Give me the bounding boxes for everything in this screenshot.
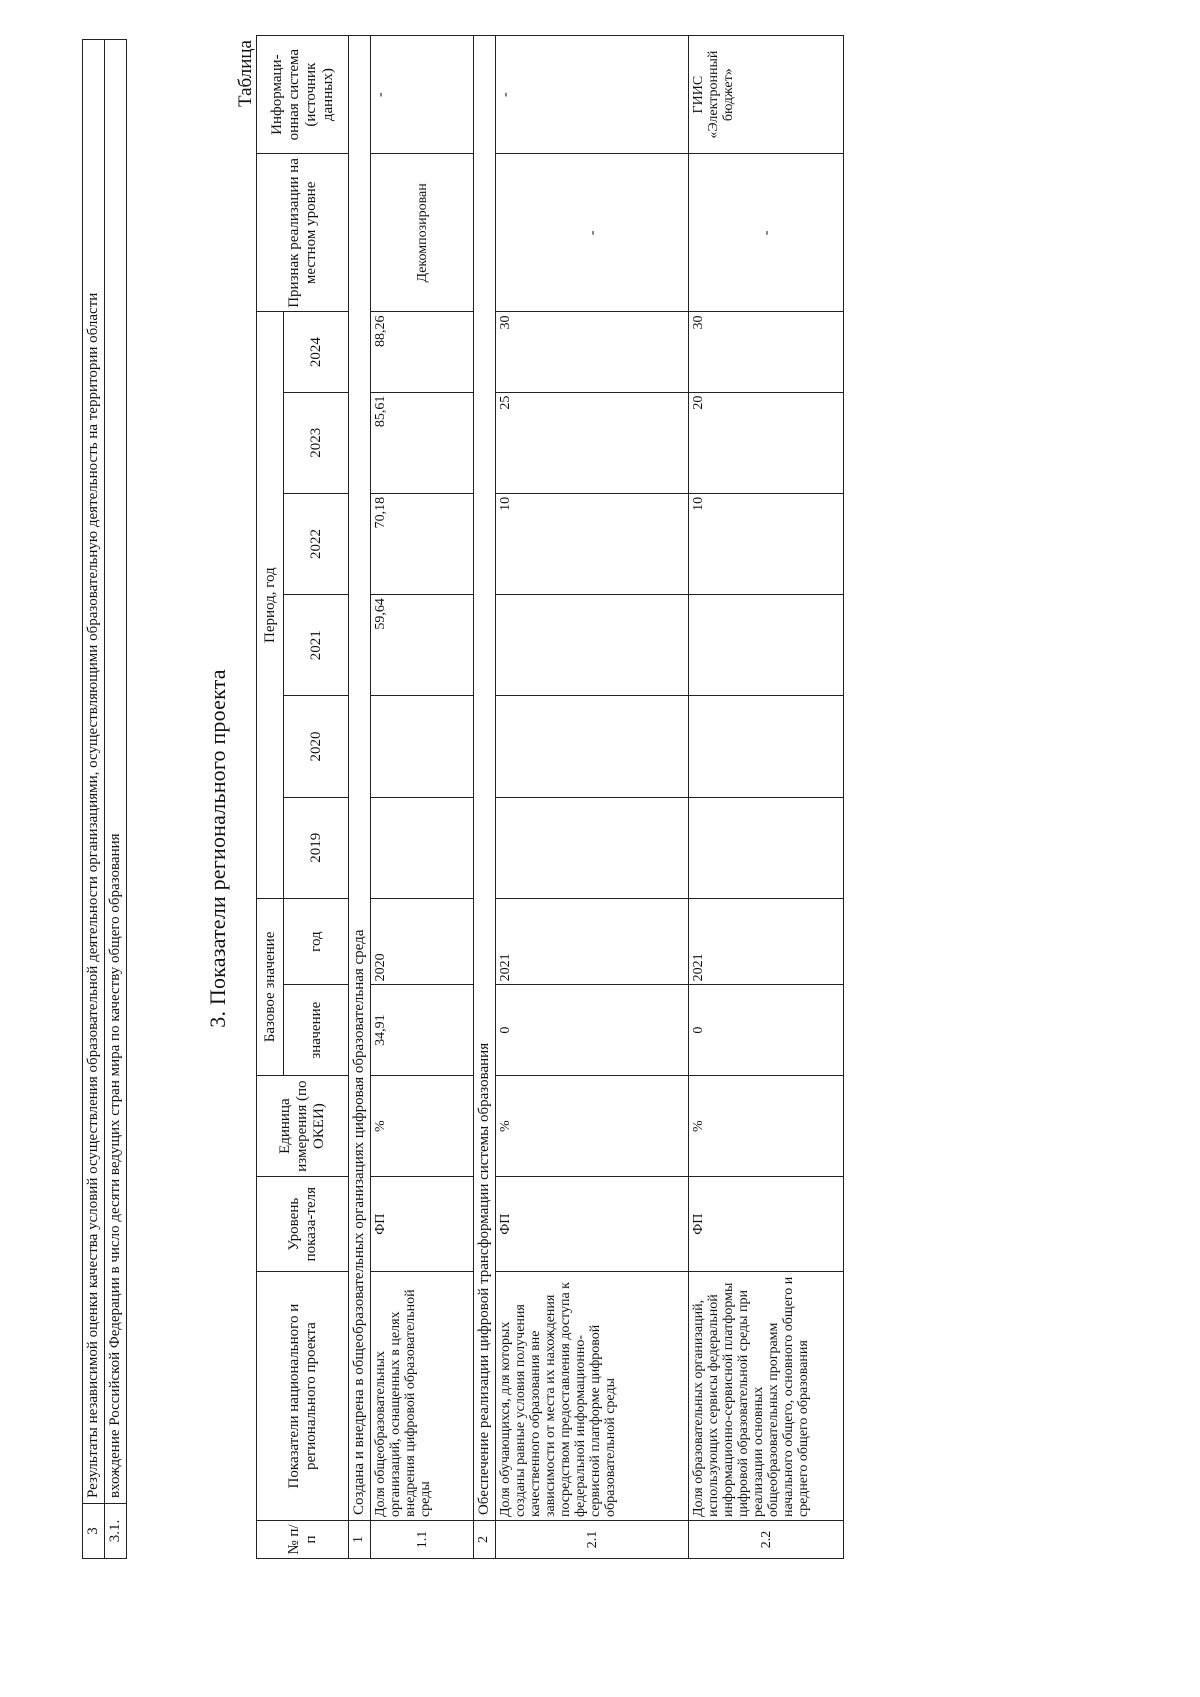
header-year: 2023 <box>284 392 349 493</box>
row-local: - <box>496 154 689 312</box>
row-value: 88,26 <box>371 312 474 392</box>
row-value <box>689 595 844 696</box>
row-value: 20 <box>689 392 844 493</box>
row-value <box>496 797 689 898</box>
row-local: - <box>689 154 844 312</box>
row-level: ФП <box>689 1177 844 1272</box>
header-year: 2019 <box>284 797 349 898</box>
section-title: Обеспечение реализации цифровой трансформации системы образования <box>474 36 496 1521</box>
row-value: 10 <box>689 493 844 594</box>
results-row <box>105 40 127 1559</box>
row-value: 70,18 <box>371 493 474 594</box>
row-number: 1.1 <box>371 1521 474 1559</box>
table-label: Таблица <box>235 40 256 108</box>
row-base-year: 2021 <box>496 898 689 985</box>
row-number: 2.1 <box>496 1521 689 1559</box>
row-value: 85,61 <box>371 392 474 493</box>
row-level: ФП <box>371 1177 474 1272</box>
row-unit: % <box>689 1076 844 1177</box>
row-base-value: 0 <box>496 985 689 1076</box>
row-value <box>496 696 689 797</box>
row-indicator: Доля образовательных организаций, использующих сервисы федеральной информационно-сервисной платформы цифровой образовательной среды при реализации основных общеобразовательных программ начального общего, основного общего и среднего общего образования <box>689 1272 844 1521</box>
results-row-text: вхождение Российской Федерации в число десяти ведущих стран мира по качеству общего образования <box>105 40 127 1504</box>
results-row-number: 3.1. <box>105 1504 127 1559</box>
results-row-number: 3 <box>83 1504 105 1559</box>
header-base-value: значение <box>284 985 349 1076</box>
row-value: 59,64 <box>371 595 474 696</box>
table-row <box>371 36 474 1559</box>
table-row <box>689 36 844 1559</box>
section-number: 1 <box>349 1521 371 1559</box>
section-heading: 3. Показатели регионального проекта <box>205 669 230 1028</box>
row-base-year: 2020 <box>371 898 474 985</box>
header-number: № п/п <box>257 1521 349 1559</box>
row-value <box>689 696 844 797</box>
row-value <box>371 696 474 797</box>
header-info: Информаци-онная система (источник данных) <box>257 36 349 154</box>
header-level: Уровень показа-теля <box>257 1177 349 1272</box>
row-info: ГИИС «Электронный бюджет» <box>689 36 844 154</box>
row-value <box>371 797 474 898</box>
header-year: 2022 <box>284 493 349 594</box>
row-value <box>496 595 689 696</box>
section-row <box>474 36 496 1559</box>
row-indicator: Доля обучающихся, для которых созданы равные условия получения качественного образования вне зависимости от места их нахождения посредством предоставления доступа к федеральной информационно-сервисной платформе цифровой образовательной среды <box>496 1272 689 1521</box>
row-info: - <box>496 36 689 154</box>
row-unit: % <box>371 1076 474 1177</box>
row-base-year: 2021 <box>689 898 844 985</box>
section-number: 2 <box>474 1521 496 1559</box>
row-value: 30 <box>689 312 844 392</box>
header-indicator: Показатели национального и регионального проекта <box>257 1272 349 1521</box>
row-value: 10 <box>496 493 689 594</box>
results-row-text: Результаты независимой оценки качества условий осуществления образовательной деятельности организациями, осуществляющими образовательную деятельность на территории области <box>83 40 105 1504</box>
row-value: 25 <box>496 392 689 493</box>
results-row <box>83 40 105 1559</box>
header-base-year: год <box>284 898 349 985</box>
header-period: Период, год <box>257 312 284 898</box>
row-info: - <box>371 36 474 154</box>
row-number: 2.2 <box>689 1521 844 1559</box>
row-value <box>689 797 844 898</box>
header-unit: Единица измерения (по ОКЕИ) <box>257 1076 349 1177</box>
section-title: Создана и внедрена в общеобразовательных организациях цифровая образовательная среда <box>349 36 371 1521</box>
row-level: ФП <box>496 1177 689 1272</box>
row-base-value: 0 <box>689 985 844 1076</box>
table-header-row <box>257 36 284 1559</box>
row-unit: % <box>496 1076 689 1177</box>
row-indicator: Доля общеобразовательных организаций, оснащенных в целях внедрения цифровой образовательной среды <box>371 1272 474 1521</box>
section-row <box>349 36 371 1559</box>
header-local: Признак реализации на местном уровне <box>257 154 349 312</box>
header-year: 2024 <box>284 312 349 392</box>
header-year: 2021 <box>284 595 349 696</box>
table-row <box>496 36 689 1559</box>
row-local: Декомпозирован <box>371 154 474 312</box>
header-base: Базовое значение <box>257 898 284 1075</box>
indicators-table <box>256 35 844 1559</box>
row-value: 30 <box>496 312 689 392</box>
row-base-value: 34,91 <box>371 985 474 1076</box>
results-table <box>82 39 127 1559</box>
header-year: 2020 <box>284 696 349 797</box>
